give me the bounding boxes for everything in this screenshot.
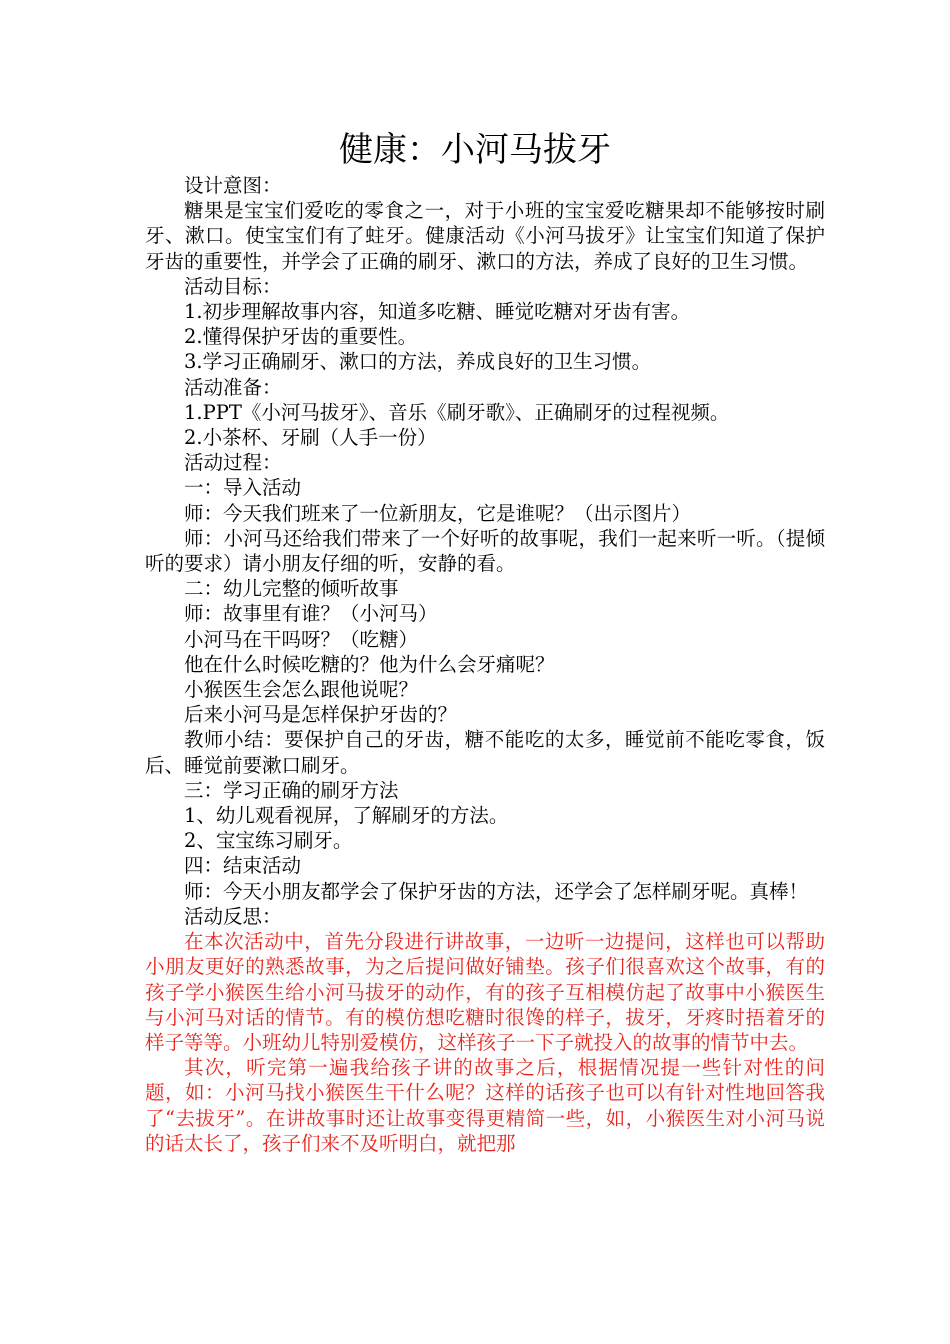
body-paragraph: 1、幼儿观看视屏，了解刷牙的方法。 (184, 804, 509, 828)
body-paragraph: 3.学习正确刷牙、漱口的方法，养成良好的卫生习惯。 (184, 350, 652, 374)
body-paragraph: 1.初步理解故事内容，知道多吃糖、睡觉吃糖对牙齿有害。 (184, 300, 691, 324)
body-paragraph: 四：结束活动 (184, 854, 302, 878)
body-paragraph: 设计意图： (184, 174, 282, 197)
body-paragraph: 活动准备： (184, 375, 282, 399)
body-paragraph: 他在什么时候吃糖的？他为什么会牙痛呢？ (184, 652, 555, 676)
body-paragraph: 一：导入活动 (184, 476, 302, 500)
body-paragraph: 2.懂得保护牙齿的重要性。 (184, 325, 418, 349)
body-paragraph: 2.小茶杯、牙刷（人手一份） (184, 426, 437, 450)
body-paragraph: 糖果是宝宝们爱吃的零食之一，对于小班的宝宝爱吃糖果却不能够按时刷牙、漱口。使宝宝们有了蛀牙。健康活动《小河马拔牙》让宝宝们知道了保护牙齿的重要性，并学会了正确的刷牙、漱口的方法，养成了良好的卫生习惯。 (145, 199, 825, 273)
body-paragraph: 2、宝宝练习刷牙。 (184, 829, 353, 853)
body-paragraph: 后来小河马是怎样保护牙齿的？ (184, 703, 458, 727)
reflection-paragraph: 其次，听完第一遍我给孩子讲的故事之后，根据情况提一些针对性的问题，如：小河马找小猴医生干什么呢？这样的话孩子也可以有针对性地回答我了“去拔牙”。在讲故事时还让故事变得更精简一些，如，小猴医生对小河马说的话太长了，孩子们来不及听明白，就把那 (145, 1056, 825, 1155)
body-paragraph: 师：今天我们班来了一位新朋友，它是谁呢？（出示图片） (184, 501, 692, 525)
document-body (145, 173, 825, 1156)
body-paragraph: 活动反思： (184, 904, 282, 928)
body-paragraph: 活动目标： (184, 274, 282, 298)
body-paragraph: 教师小结：要保护自己的牙齿，糖不能吃的太多，睡觉前不能吃零食，饭后、睡觉前要漱口刷牙。 (145, 728, 825, 777)
body-paragraph: 1.PPT《小河马拔牙》、音乐《刷牙歌》、正确刷牙的过程视频。 (184, 400, 730, 424)
body-paragraph: 小河马在干吗呀？（吃糖） (184, 627, 419, 651)
reflection-paragraph: 在本次活动中，首先分段进行讲故事，一边听一边提问，这样也可以帮助小朋友更好的熟悉故事，为之后提问做好铺垫。孩子们很喜欢这个故事，有的孩子学小猴医生给小河马拔牙的动作，有的孩子互相模仿起了故事中小猴医生与小河马对话的情节。有的模仿想吃糖时很馋的样子，拔牙，牙疼时捂着牙的样子等等。小班幼儿特别爱模仿，这样孩子一下子就投入的故事的情节中去。 (145, 930, 825, 1054)
body-paragraph: 小猴医生会怎么跟他说呢？ (184, 678, 419, 702)
body-paragraph: 师：今天小朋友都学会了保护牙齿的方法，还学会了怎样刷牙呢。真棒！ (184, 879, 809, 903)
document-title: 健康：小河马拔牙 (339, 130, 611, 170)
body-paragraph: 三：学习正确的刷牙方法 (184, 778, 399, 802)
body-paragraph: 二：幼儿完整的倾听故事 (184, 577, 399, 601)
body-paragraph: 师：小河马还给我们带来了一个好听的故事呢，我们一起来听一听。（提倾听的要求）请小朋友仔细的听，安静的看。 (145, 526, 825, 576)
body-paragraph: 活动过程： (184, 451, 282, 475)
body-paragraph: 师：故事里有谁？（小河马） (184, 602, 438, 626)
